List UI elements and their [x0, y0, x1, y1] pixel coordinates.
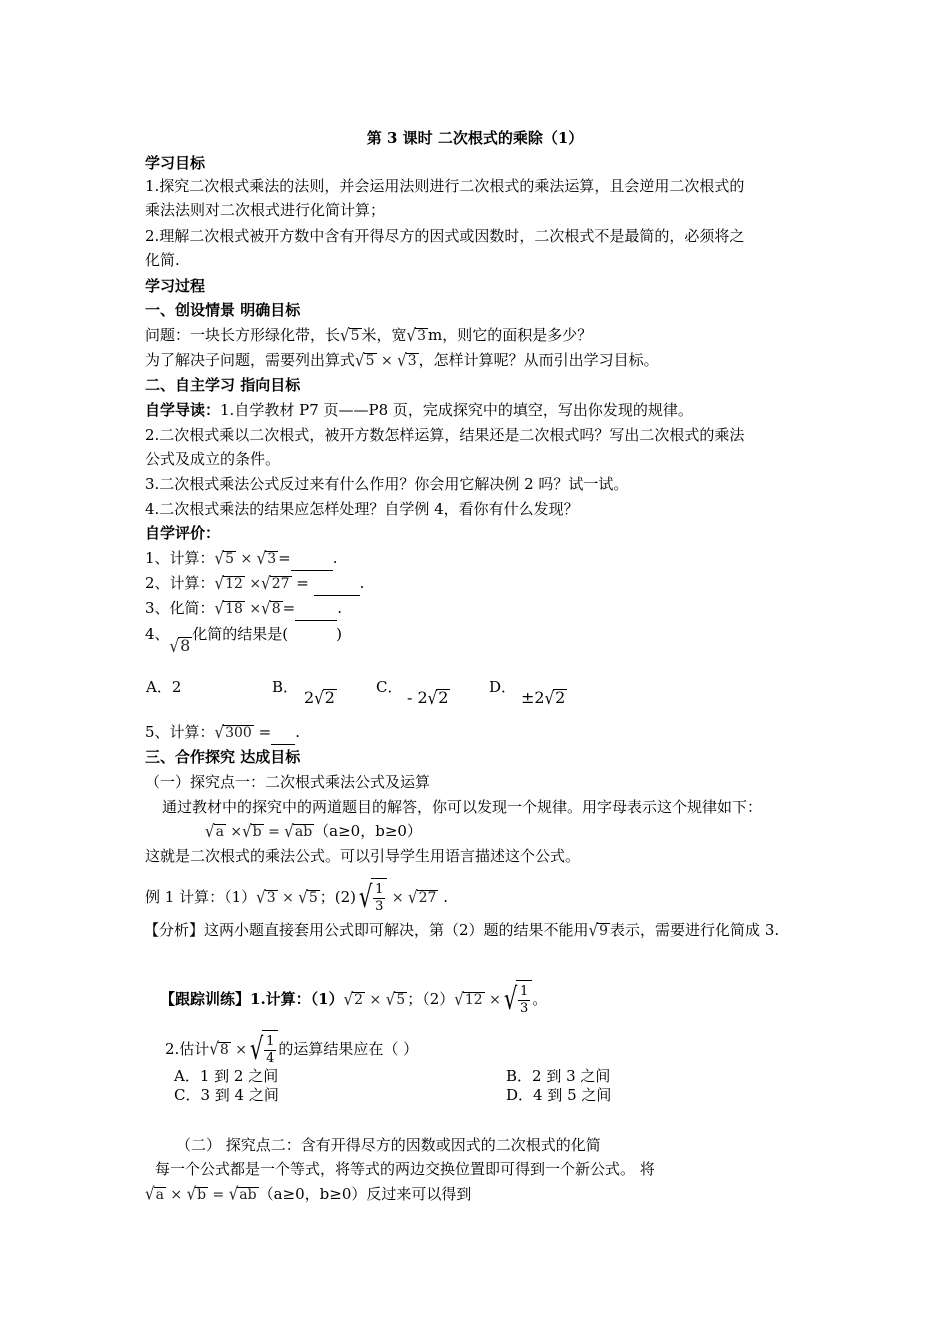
guide-line-2: 2.二次根式乘以二次根式，被开方数怎样运算，结果还是二次根式吗？写出二次根式的乘法: [145, 426, 745, 444]
reverse-formula-line: √a × √b = √ab （a≥0，b≥0）反过来可以得到: [145, 1183, 472, 1205]
question-line-2: 为了解决子问题，需要列出算式√5 × √3 ，怎样计算呢？从而引出学习目标。: [145, 349, 659, 371]
heading-self-study: 二、自主学习 指向目标: [145, 376, 301, 394]
answer-blank[interactable]: [295, 596, 337, 621]
choice-d[interactable]: D．4 到 5 之间: [506, 1086, 612, 1104]
explore-point-1: （一）探究点一：二次根式乘法公式及运算: [145, 773, 431, 791]
heading-scenario: 一、创设情景 明确目标: [145, 301, 301, 319]
guide-line-4: 3.二次根式乘法公式反过来有什么作用？你会用它解决例 2 吗？试一试。: [145, 475, 629, 493]
explore-text: 通过教材中的探究中的两道题目的解答，你可以发现一个规律。用字母表示这个规律如下：: [162, 798, 763, 816]
section-heading-process: 学习过程: [145, 277, 206, 295]
choice-b[interactable]: B．2 到 3 之间: [506, 1067, 611, 1085]
goal-line-1: 1.探究二次根式乘法的法则，并会运用法则进行二次根式的乘法运算，且会逆用二次根式的: [145, 177, 745, 195]
example-1: 例 1 计算：（1）√3 × √5 ；(2) √ $\frac{1}{3}$ × √27 .: [145, 878, 448, 918]
option-d[interactable]: D．: [489, 678, 517, 696]
tracking-practice-2: 2.估计√8 × √ $\frac{1}{4}$ 的运算结果应在（ ）: [165, 1030, 418, 1070]
guide-line-1: 自学导读：1.自学教材 P7 页——P8 页，完成探究中的填空，写出你发现的规律。: [145, 401, 693, 419]
answer-blank[interactable]: [291, 546, 333, 571]
goal-line-4: 化简.: [145, 251, 180, 269]
section-heading-goals: 学习目标: [145, 154, 206, 172]
heading-self-eval: 自学评价：: [145, 524, 221, 542]
guide-line-5: 4.二次根式乘法的结果应怎样处理？自学例 4，看你有什么发现？: [145, 500, 579, 518]
tracking-practice-1: 【跟踪训练】1.计算：（1）√2 × √5 ；（2）√12 × √ $\frac{1}{3}$ 。: [160, 980, 547, 1020]
exercise-2: 2、计算：√12 ×√27 = .: [145, 571, 364, 596]
option-c[interactable]: C．: [376, 678, 403, 696]
exercise-1: 1、计算：√5 × √3 = .: [145, 546, 338, 571]
page-title: 第 3 课时 二次根式的乘除（1）: [366, 129, 584, 147]
exercise-4: 4、√8化简的结果是( ): [145, 625, 343, 657]
formula-note: 这就是二次根式的乘法公式。可以引导学生用语言描述这个公式。: [145, 847, 581, 865]
explore-point-2-text: 每一个公式都是一个等式，将等式的两边交换位置即可得到一个新公式。 将: [155, 1160, 655, 1178]
explore-point-2: （二） 探究点二：含有开得尽方的因数或因式的二次根式的化简: [176, 1136, 601, 1154]
question-line-1: 问题：一块长方形绿化带，长√5 米，宽√3 m，则它的面积是多少？: [145, 324, 593, 346]
analysis-line: 【分析】这两小题直接套用公式即可解决，第（2）题的结果不能用√9 表示，需要进行化简成 3.: [144, 919, 780, 941]
option-b[interactable]: B．: [272, 678, 299, 696]
goal-line-3: 2.理解二次根式被开方数中含有开得尽方的因式或因数时，二次根式不是最简的，必须将之: [145, 227, 745, 245]
exercise-3: 3、化简：√18 ×√8 = .: [145, 596, 342, 621]
option-c-value: - 2√2: [407, 687, 449, 709]
answer-blank[interactable]: [314, 571, 360, 596]
guide-line-3: 公式及成立的条件。: [145, 450, 281, 468]
exercise-5: 5、计算：√300 = .: [145, 720, 300, 745]
option-b-value: 2√2: [304, 687, 335, 709]
option-d-value: ±2√2: [521, 687, 566, 709]
choice-a[interactable]: A．1 到 2 之间: [174, 1067, 279, 1085]
heading-cooperative: 三、合作探究 达成目标: [145, 748, 301, 766]
formula-line: √a ×√b = √ab （a≥0，b≥0）: [205, 820, 422, 842]
choice-c[interactable]: C．3 到 4 之间: [174, 1086, 279, 1104]
option-a[interactable]: A．2: [146, 678, 182, 696]
answer-blank[interactable]: [271, 720, 295, 745]
goal-line-2: 乘法法则对二次根式进行化简计算；: [145, 201, 386, 219]
